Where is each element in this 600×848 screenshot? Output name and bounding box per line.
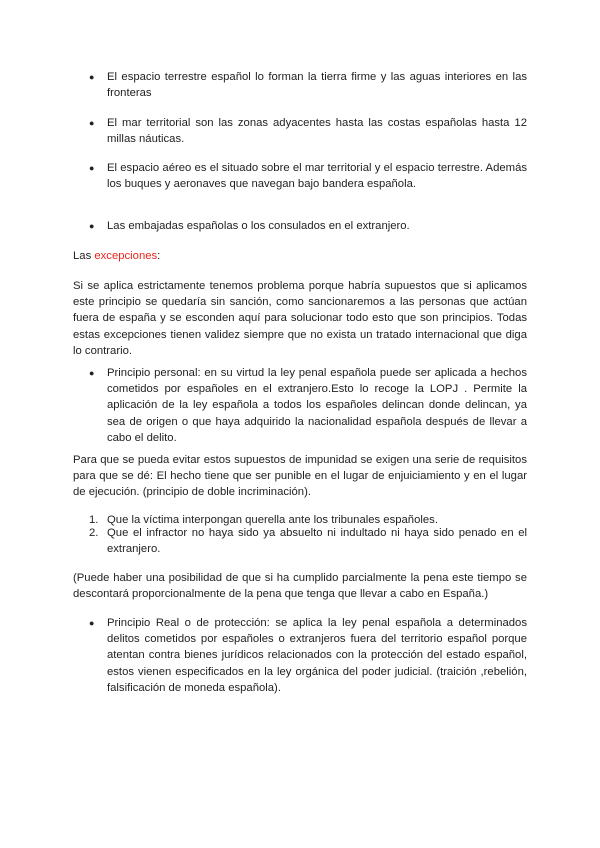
bullet-item-espacio-terrestre: El espacio terrestre español lo forman la tierra firme y las aguas interiores en las fronteras xyxy=(107,71,527,100)
bullet-principio-personal: Principio personal: en su virtud la ley penal española puede ser aplicada a hechos cometidos por españoles en el extranjero.Esto lo recoge la LOPJ . Permite la aplicación de la ley española a todos los españoles delincan donde delincan, ya sea de origen o que haya adquirido la nacionalidad española después de llevar a cabo el delito. xyxy=(107,367,527,444)
heading-prefix: Las xyxy=(73,250,95,262)
heading-suffix: : xyxy=(157,250,161,262)
numbered-item-1: Que la víctima interpongan querella ante los tribunales españoles. xyxy=(107,514,438,526)
bullet-item-mar-territorial: El mar territorial son las zonas adyacentes hasta las costas españolas hasta 12 millas náuticas. xyxy=(107,117,527,146)
bullet-dot: ● xyxy=(89,163,95,173)
paragraph-principios: Si se aplica estrictamente tenemos problema porque habría supuestos que si aplicamos este principio se quedaría sin sanción, como sancionaremos a las personas que actúan fuera de españa y se esconden aquí para solucionar todo esto que son principios. Todas estas excepciones tienen validez siempre que no exista un tratado internacional que diga lo contrario. xyxy=(73,280,527,357)
heading-highlight: excepciones xyxy=(94,250,158,262)
bullet-item-embajadas: Las embajadas españolas o los consulados en el extranjero. xyxy=(107,220,410,232)
bullet-dot: ● xyxy=(89,72,95,82)
paragraph-requisitos: Para que se pueda evitar estos supuestos de impunidad se exigen una serie de requisitos para que se dé: El hecho tiene que ser punible en el lugar de enjuiciamiento y en el lugar de ejecución. (principio de doble incriminación). xyxy=(73,454,527,499)
bullet-dot: ● xyxy=(89,118,95,128)
list-number: 2. xyxy=(89,527,99,539)
list-number: 1. xyxy=(89,514,99,526)
paragraph-pena: (Puede haber una posibilidad de que si ha cumplido parcialmente la pena este tiempo se descontará proporcionalmente de la pena que tenga que llevar a cabo en España.) xyxy=(73,572,527,601)
numbered-item-2: Que el infractor no haya sido ya absuelto ni indultado ni haya sido penado en el extranjero. xyxy=(107,527,527,556)
excepciones-heading xyxy=(73,248,527,264)
bullet-dot: ● xyxy=(89,618,95,628)
bullet-dot: ● xyxy=(89,221,95,231)
bullet-item-espacio-aereo: El espacio aéreo es el situado sobre el mar territorial y el espacio terrestre. Además los buques y aeronaves que navegan bajo bandera española. xyxy=(107,162,527,191)
bullet-dot: ● xyxy=(89,368,95,378)
bullet-principio-real: Principio Real o de protección: se aplica la ley penal española a determinados delitos cometidos por españoles o extranjeros fuera del territorio español porque atentan contra bienes jurídicos relacionados con la protección del estado español, estos vienen especificados en la ley orgánica del poder judicial. (traición ,rebelión, falsificación de moneda española). xyxy=(107,617,527,694)
